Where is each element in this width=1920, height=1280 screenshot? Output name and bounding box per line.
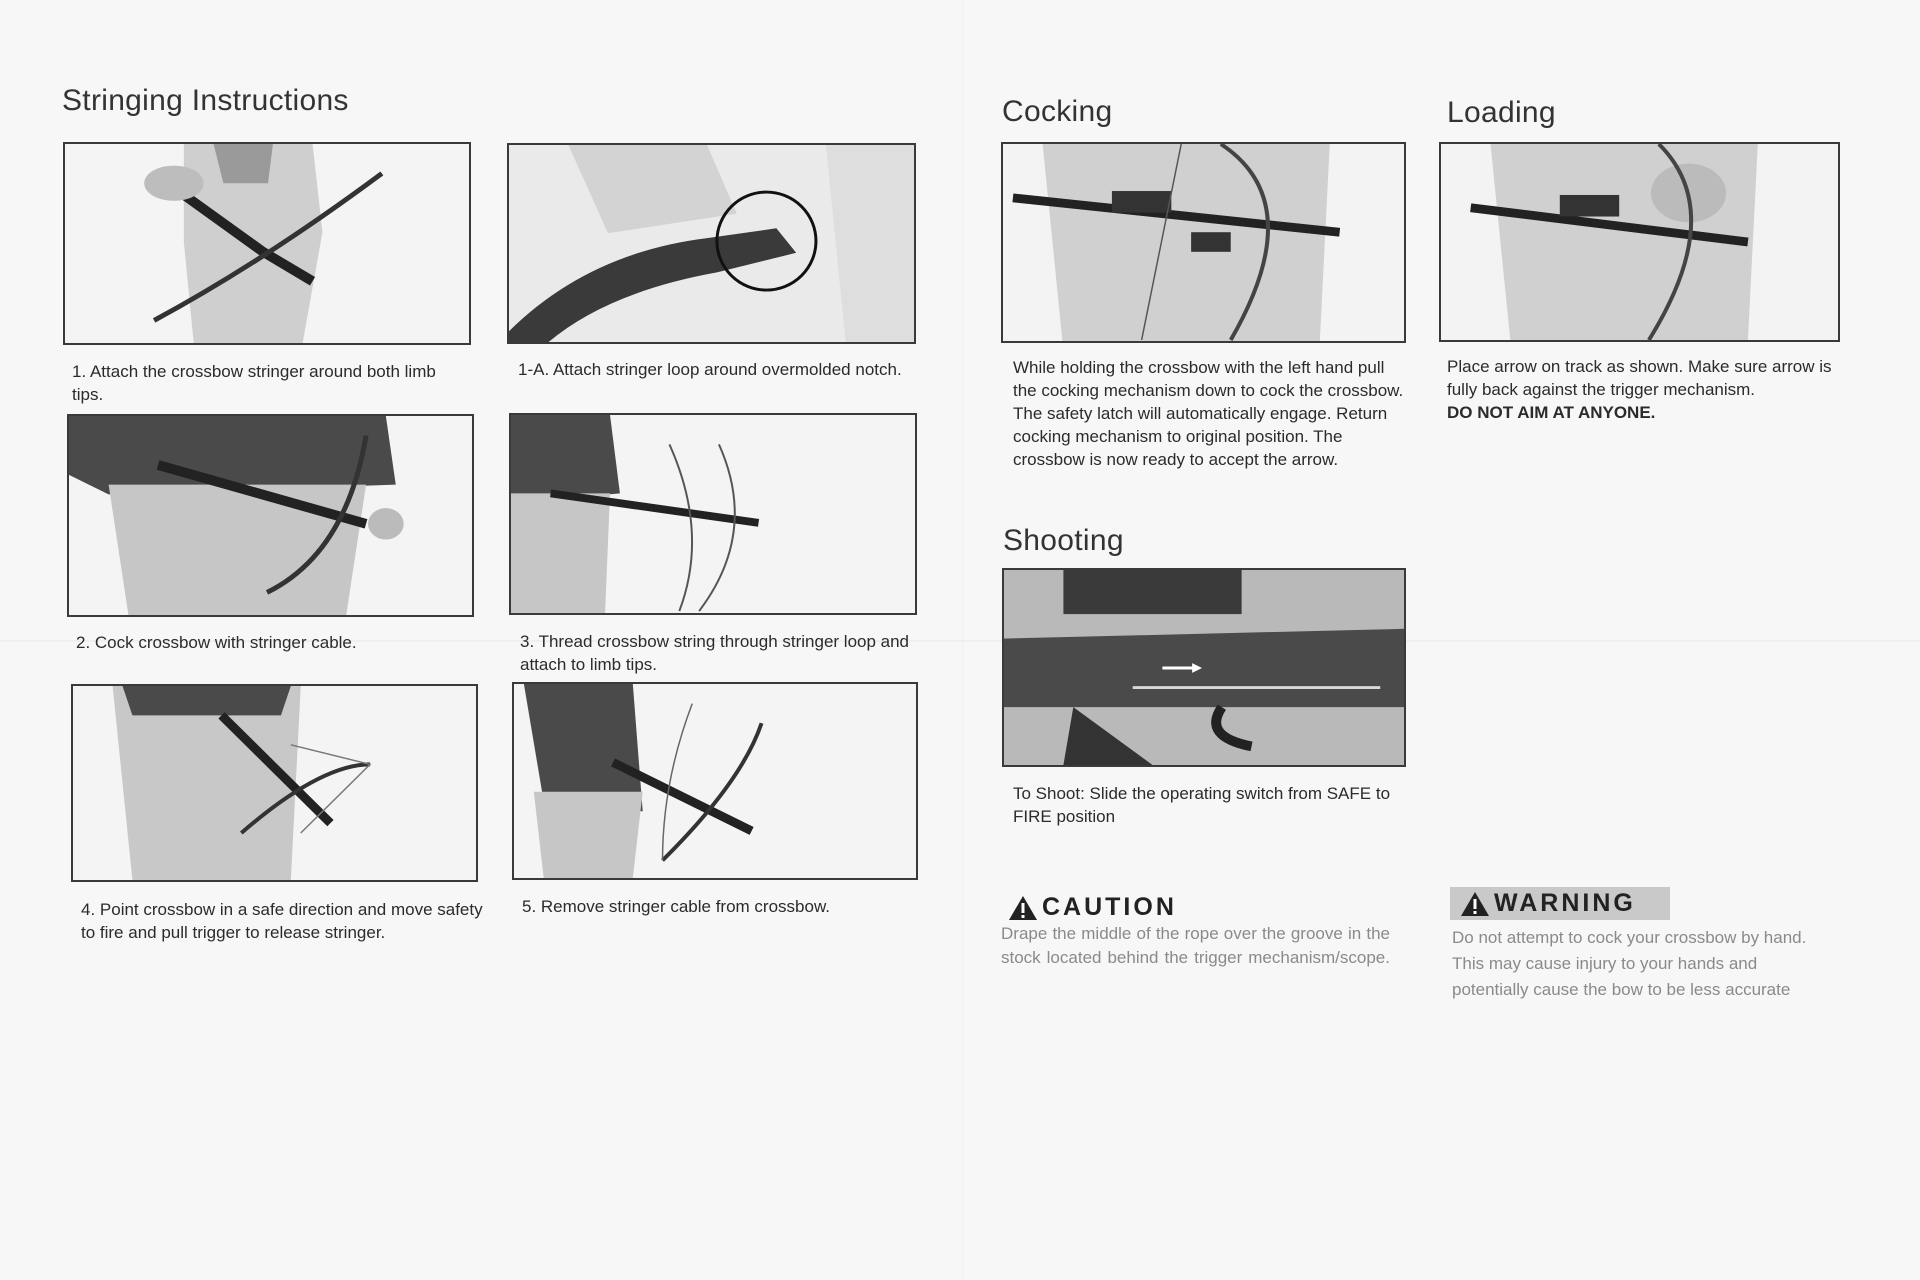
photo-loading xyxy=(1439,142,1840,342)
caption-step-2: 2. Cock crossbow with stringer cable. xyxy=(76,633,357,652)
caption-loading xyxy=(1447,355,1832,424)
warning-text: Do not attempt to cock your crossbow by hand. This may cause injury to your hands and potentially cause the bow to be less accurate xyxy=(1452,928,1807,999)
loading-warning-line: DO NOT AIM AT ANYONE. xyxy=(1447,403,1656,422)
stringing-title: Stringing Instructions xyxy=(62,84,349,117)
photo-step-4 xyxy=(71,684,478,882)
loading-instructions: Place arrow on track as shown. Make sure arrow is fully back against the trigger mechanism. xyxy=(1447,357,1832,399)
loading-title: Loading xyxy=(1447,96,1556,129)
caution-text: Drape the middle of the rope over the groove in the stock located behind the trigger mechanism/scope. xyxy=(1001,924,1390,967)
photo-cocking xyxy=(1001,142,1406,343)
warning-label: WARNING xyxy=(1494,889,1636,917)
caution-triangle-icon xyxy=(1008,895,1038,921)
cocking-title: Cocking xyxy=(1002,95,1113,128)
caption-shooting: To Shoot: Slide the operating switch from SAFE to FIRE position xyxy=(1013,784,1391,826)
photo-step-5 xyxy=(512,682,918,880)
warning-triangle-icon xyxy=(1460,891,1490,917)
caption-step-1: 1. Attach the crossbow stringer around both limb tips. xyxy=(72,362,436,404)
photo-step-2 xyxy=(67,414,474,617)
caption-step-4: 4. Point crossbow in a safe direction and move safety to fire and pull trigger to release stringer. xyxy=(81,900,483,942)
caption-step-1a: 1-A. Attach stringer loop around overmolded notch. xyxy=(518,360,902,379)
photo-step-3 xyxy=(509,413,917,615)
caption-step-5: 5. Remove stringer cable from crossbow. xyxy=(522,897,831,916)
caution-label: CAUTION xyxy=(1042,893,1177,921)
photo-step-1 xyxy=(63,142,471,345)
photo-shooting xyxy=(1002,568,1406,767)
warning-header xyxy=(1450,887,1670,920)
caption-cocking: While holding the crossbow with the left hand pull the cocking mechanism down to cock the crossbow. The safety latch will automatically engage. Return cocking mechanism to original position. The crossbow is now ready to accept the arrow. xyxy=(1013,358,1404,469)
caution-header xyxy=(1008,893,1177,922)
photo-step-1a xyxy=(507,143,916,344)
shooting-title: Shooting xyxy=(1003,524,1124,557)
caption-step-3: 3. Thread crossbow string through stringer loop and attach to limb tips. xyxy=(520,632,910,674)
